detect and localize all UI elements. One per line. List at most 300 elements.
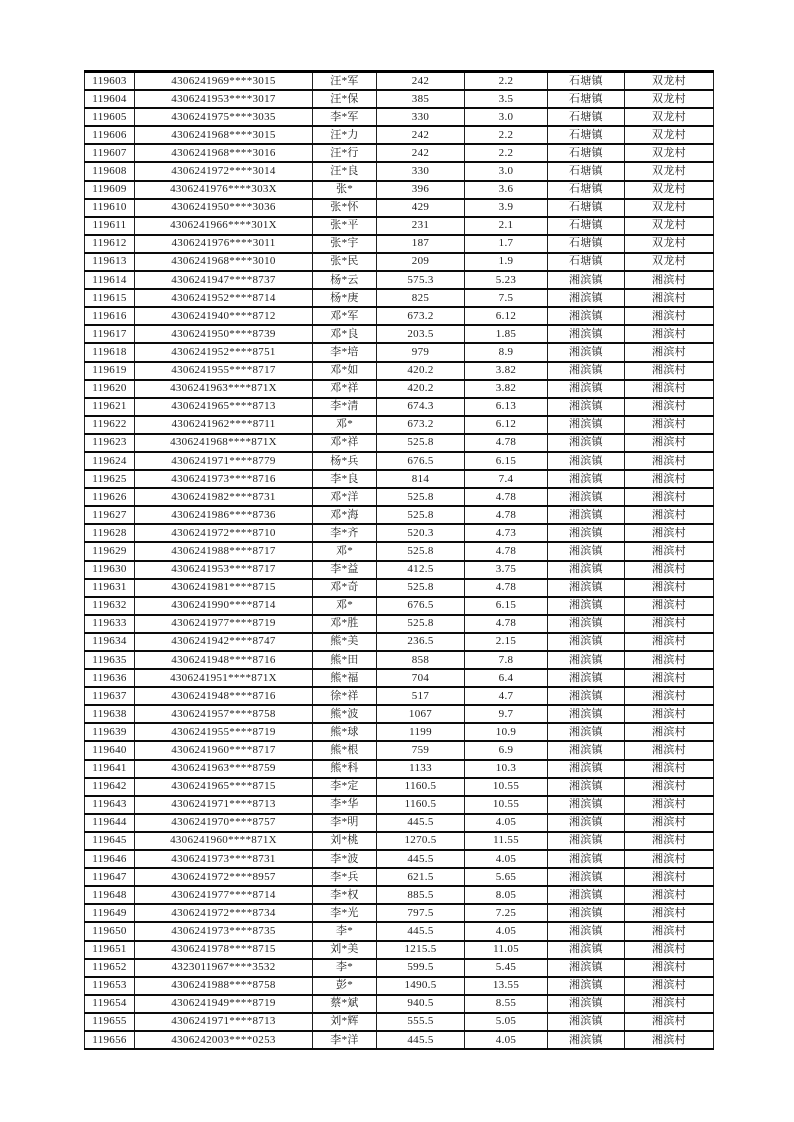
- cell-value1: 1160.5: [377, 778, 465, 796]
- cell-village: 湘滨村: [625, 814, 714, 832]
- cell-id-masked: 4306241960****8717: [135, 741, 313, 759]
- cell-id-masked: 4306241950****8739: [135, 325, 313, 343]
- cell-name: 李*齐: [313, 524, 377, 542]
- cell-serial: 119646: [85, 850, 135, 868]
- cell-name: 熊*福: [313, 669, 377, 687]
- cell-value2: 3.82: [465, 362, 548, 380]
- cell-village: 湘滨村: [625, 959, 714, 977]
- cell-value2: 6.15: [465, 597, 548, 615]
- table-row: [85, 561, 714, 579]
- cell-town: 湘滨镇: [548, 597, 625, 615]
- table-row: [85, 633, 714, 651]
- cell-value1: 673.2: [377, 307, 465, 325]
- cell-value1: 979: [377, 343, 465, 361]
- cell-village: 湘滨村: [625, 651, 714, 669]
- cell-name: 杨*兵: [313, 452, 377, 470]
- cell-id-masked: 4306241966****301X: [135, 217, 313, 235]
- cell-value2: 5.65: [465, 868, 548, 886]
- cell-name: 李*良: [313, 470, 377, 488]
- cell-serial: 119628: [85, 524, 135, 542]
- cell-town: 湘滨镇: [548, 561, 625, 579]
- table-row: [85, 904, 714, 922]
- cell-village: 湘滨村: [625, 1031, 714, 1049]
- cell-town: 湘滨镇: [548, 325, 625, 343]
- table-row: [85, 941, 714, 959]
- data-table: [84, 70, 714, 1050]
- cell-value1: 525.8: [377, 615, 465, 633]
- cell-village: 湘滨村: [625, 977, 714, 995]
- cell-value1: 396: [377, 181, 465, 199]
- cell-town: 湘滨镇: [548, 307, 625, 325]
- cell-value1: 445.5: [377, 1031, 465, 1049]
- cell-id-masked: 4306241971****8713: [135, 796, 313, 814]
- cell-village: 湘滨村: [625, 542, 714, 560]
- table-row: [85, 362, 714, 380]
- cell-village: 湘滨村: [625, 597, 714, 615]
- cell-name: 徐*祥: [313, 687, 377, 705]
- cell-id-masked: 4306241972****8734: [135, 904, 313, 922]
- cell-name: 邓*军: [313, 307, 377, 325]
- cell-id-masked: 4306241977****8714: [135, 886, 313, 904]
- cell-id-masked: 4306241957****8758: [135, 705, 313, 723]
- table-row: [85, 271, 714, 289]
- cell-village: 双龙村: [625, 144, 714, 162]
- table-row: [85, 90, 714, 108]
- cell-town: 湘滨镇: [548, 380, 625, 398]
- cell-name: 邓*良: [313, 325, 377, 343]
- cell-name: 杨*云: [313, 271, 377, 289]
- cell-serial: 119638: [85, 705, 135, 723]
- cell-town: 湘滨镇: [548, 271, 625, 289]
- table-row: [85, 922, 714, 940]
- table-row: [85, 615, 714, 633]
- table-row: [85, 886, 714, 904]
- cell-value2: 7.5: [465, 289, 548, 307]
- cell-value1: 385: [377, 90, 465, 108]
- cell-value1: 420.2: [377, 362, 465, 380]
- cell-village: 湘滨村: [625, 470, 714, 488]
- cell-id-masked: 4306241978****8715: [135, 941, 313, 959]
- cell-town: 湘滨镇: [548, 796, 625, 814]
- cell-town: 石塘镇: [548, 235, 625, 253]
- cell-value2: 4.05: [465, 1031, 548, 1049]
- table-row: [85, 760, 714, 778]
- cell-village: 双龙村: [625, 108, 714, 126]
- cell-serial: 119648: [85, 886, 135, 904]
- table-row: [85, 850, 714, 868]
- cell-name: 汪*良: [313, 162, 377, 180]
- cell-village: 湘滨村: [625, 995, 714, 1013]
- cell-town: 石塘镇: [548, 181, 625, 199]
- table-row: [85, 253, 714, 271]
- cell-value2: 6.9: [465, 741, 548, 759]
- table-row: [85, 434, 714, 452]
- cell-value2: 2.15: [465, 633, 548, 651]
- cell-value2: 2.2: [465, 72, 548, 91]
- table-row: [85, 669, 714, 687]
- cell-village: 湘滨村: [625, 506, 714, 524]
- cell-value2: 8.05: [465, 886, 548, 904]
- cell-name: 杨*庚: [313, 289, 377, 307]
- cell-value2: 6.13: [465, 398, 548, 416]
- table-row: [85, 126, 714, 144]
- cell-serial: 119647: [85, 868, 135, 886]
- cell-value2: 5.05: [465, 1013, 548, 1031]
- table-row: [85, 832, 714, 850]
- cell-village: 湘滨村: [625, 850, 714, 868]
- cell-town: 湘滨镇: [548, 488, 625, 506]
- cell-id-masked: 4306241968****871X: [135, 434, 313, 452]
- table-row: [85, 814, 714, 832]
- cell-value1: 1490.5: [377, 977, 465, 995]
- cell-value2: 6.12: [465, 307, 548, 325]
- cell-serial: 119612: [85, 235, 135, 253]
- cell-id-masked: 4306241981****8715: [135, 579, 313, 597]
- cell-value1: 704: [377, 669, 465, 687]
- cell-village: 湘滨村: [625, 904, 714, 922]
- cell-value2: 4.78: [465, 506, 548, 524]
- cell-value1: 825: [377, 289, 465, 307]
- cell-serial: 119642: [85, 778, 135, 796]
- cell-village: 湘滨村: [625, 687, 714, 705]
- cell-town: 湘滨镇: [548, 959, 625, 977]
- cell-name: 邓*: [313, 416, 377, 434]
- cell-serial: 119654: [85, 995, 135, 1013]
- cell-village: 双龙村: [625, 253, 714, 271]
- cell-town: 湘滨镇: [548, 506, 625, 524]
- cell-serial: 119634: [85, 633, 135, 651]
- cell-serial: 119653: [85, 977, 135, 995]
- cell-village: 湘滨村: [625, 452, 714, 470]
- cell-village: 双龙村: [625, 199, 714, 217]
- cell-name: 刘*桃: [313, 832, 377, 850]
- table-row: [85, 488, 714, 506]
- cell-town: 湘滨镇: [548, 687, 625, 705]
- cell-value2: 10.55: [465, 778, 548, 796]
- cell-serial: 119622: [85, 416, 135, 434]
- cell-serial: 119631: [85, 579, 135, 597]
- cell-village: 湘滨村: [625, 778, 714, 796]
- cell-name: 邓*洋: [313, 488, 377, 506]
- cell-id-masked: 4306241940****8712: [135, 307, 313, 325]
- cell-value2: 3.6: [465, 181, 548, 199]
- cell-village: 湘滨村: [625, 922, 714, 940]
- table-row: [85, 959, 714, 977]
- cell-value2: 3.75: [465, 561, 548, 579]
- cell-village: 湘滨村: [625, 362, 714, 380]
- cell-id-masked: 4306241952****8714: [135, 289, 313, 307]
- cell-id-masked: 4306241950****3036: [135, 199, 313, 217]
- cell-id-masked: 4306241969****3015: [135, 72, 313, 91]
- cell-serial: 119604: [85, 90, 135, 108]
- cell-serial: 119649: [85, 904, 135, 922]
- cell-id-masked: 4306241973****8716: [135, 470, 313, 488]
- cell-serial: 119614: [85, 271, 135, 289]
- cell-name: 李*益: [313, 561, 377, 579]
- cell-value2: 1.85: [465, 325, 548, 343]
- cell-id-masked: 4306241942****8747: [135, 633, 313, 651]
- table-row: [85, 380, 714, 398]
- cell-serial: 119621: [85, 398, 135, 416]
- cell-name: 邓*如: [313, 362, 377, 380]
- cell-value2: 5.45: [465, 959, 548, 977]
- cell-value1: 759: [377, 741, 465, 759]
- cell-village: 湘滨村: [625, 886, 714, 904]
- table-row: [85, 144, 714, 162]
- cell-serial: 119637: [85, 687, 135, 705]
- cell-village: 湘滨村: [625, 398, 714, 416]
- cell-name: 张*: [313, 181, 377, 199]
- table-row: [85, 741, 714, 759]
- cell-village: 双龙村: [625, 72, 714, 91]
- cell-value1: 1067: [377, 705, 465, 723]
- cell-name: 汪*力: [313, 126, 377, 144]
- cell-serial: 119608: [85, 162, 135, 180]
- cell-value1: 676.5: [377, 597, 465, 615]
- cell-id-masked: 4306241977****8719: [135, 615, 313, 633]
- cell-value1: 940.5: [377, 995, 465, 1013]
- cell-value1: 242: [377, 126, 465, 144]
- cell-value2: 11.55: [465, 832, 548, 850]
- cell-village: 湘滨村: [625, 1013, 714, 1031]
- cell-value1: 814: [377, 470, 465, 488]
- cell-value2: 3.5: [465, 90, 548, 108]
- cell-id-masked: 4306241963****871X: [135, 380, 313, 398]
- cell-village: 湘滨村: [625, 343, 714, 361]
- cell-serial: 119610: [85, 199, 135, 217]
- cell-town: 湘滨镇: [548, 362, 625, 380]
- cell-town: 湘滨镇: [548, 398, 625, 416]
- cell-value2: 3.0: [465, 162, 548, 180]
- cell-name: 邓*: [313, 597, 377, 615]
- table-row: [85, 181, 714, 199]
- cell-village: 湘滨村: [625, 289, 714, 307]
- cell-value2: 7.4: [465, 470, 548, 488]
- cell-town: 湘滨镇: [548, 470, 625, 488]
- cell-value1: 1133: [377, 760, 465, 778]
- table-row: [85, 289, 714, 307]
- cell-name: 邓*海: [313, 506, 377, 524]
- cell-value1: 231: [377, 217, 465, 235]
- cell-serial: 119624: [85, 452, 135, 470]
- cell-value1: 429: [377, 199, 465, 217]
- cell-village: 双龙村: [625, 181, 714, 199]
- table-row: [85, 108, 714, 126]
- cell-serial: 119626: [85, 488, 135, 506]
- cell-name: 熊*根: [313, 741, 377, 759]
- cell-value1: 674.3: [377, 398, 465, 416]
- cell-town: 石塘镇: [548, 217, 625, 235]
- cell-value1: 525.8: [377, 542, 465, 560]
- cell-name: 刘*美: [313, 941, 377, 959]
- cell-town: 湘滨镇: [548, 1031, 625, 1049]
- cell-village: 湘滨村: [625, 416, 714, 434]
- cell-name: 邓*: [313, 542, 377, 560]
- cell-serial: 119632: [85, 597, 135, 615]
- cell-serial: 119618: [85, 343, 135, 361]
- cell-serial: 119620: [85, 380, 135, 398]
- cell-town: 湘滨镇: [548, 289, 625, 307]
- cell-town: 湘滨镇: [548, 922, 625, 940]
- table-row: [85, 723, 714, 741]
- cell-id-masked: 4306241970****8757: [135, 814, 313, 832]
- table-row: [85, 199, 714, 217]
- cell-town: 湘滨镇: [548, 723, 625, 741]
- cell-town: 湘滨镇: [548, 705, 625, 723]
- table-row: [85, 524, 714, 542]
- cell-serial: 119607: [85, 144, 135, 162]
- table-row: [85, 705, 714, 723]
- table-row: [85, 72, 714, 91]
- cell-serial: 119651: [85, 941, 135, 959]
- cell-value1: 242: [377, 72, 465, 91]
- table-row: [85, 597, 714, 615]
- table-row: [85, 995, 714, 1013]
- cell-town: 石塘镇: [548, 72, 625, 91]
- cell-name: 彭*: [313, 977, 377, 995]
- cell-name: 李*清: [313, 398, 377, 416]
- cell-serial: 119619: [85, 362, 135, 380]
- cell-id-masked: 4306241988****8758: [135, 977, 313, 995]
- cell-value2: 2.1: [465, 217, 548, 235]
- cell-id-masked: 4306241953****8717: [135, 561, 313, 579]
- cell-name: 张*宇: [313, 235, 377, 253]
- cell-village: 双龙村: [625, 235, 714, 253]
- cell-serial: 119611: [85, 217, 135, 235]
- cell-value2: 4.7: [465, 687, 548, 705]
- cell-serial: 119652: [85, 959, 135, 977]
- cell-value1: 209: [377, 253, 465, 271]
- cell-value1: 236.5: [377, 633, 465, 651]
- cell-serial: 119627: [85, 506, 135, 524]
- cell-value1: 330: [377, 162, 465, 180]
- table-row: [85, 235, 714, 253]
- table-row: [85, 651, 714, 669]
- cell-value1: 412.5: [377, 561, 465, 579]
- cell-town: 湘滨镇: [548, 633, 625, 651]
- cell-name: 张*民: [313, 253, 377, 271]
- cell-village: 湘滨村: [625, 796, 714, 814]
- cell-value1: 599.5: [377, 959, 465, 977]
- cell-town: 湘滨镇: [548, 941, 625, 959]
- cell-town: 湘滨镇: [548, 434, 625, 452]
- table-row: [85, 687, 714, 705]
- cell-serial: 119633: [85, 615, 135, 633]
- cell-id-masked: 4306241953****3017: [135, 90, 313, 108]
- cell-town: 湘滨镇: [548, 651, 625, 669]
- cell-value1: 525.8: [377, 506, 465, 524]
- cell-value1: 242: [377, 144, 465, 162]
- cell-value2: 4.73: [465, 524, 548, 542]
- cell-value1: 520.3: [377, 524, 465, 542]
- cell-name: 邓*奇: [313, 579, 377, 597]
- cell-village: 湘滨村: [625, 325, 714, 343]
- cell-name: 张*平: [313, 217, 377, 235]
- cell-id-masked: 4306241952****8751: [135, 343, 313, 361]
- cell-village: 湘滨村: [625, 832, 714, 850]
- cell-serial: 119655: [85, 1013, 135, 1031]
- cell-village: 湘滨村: [625, 307, 714, 325]
- cell-value2: 6.12: [465, 416, 548, 434]
- cell-serial: 119617: [85, 325, 135, 343]
- table-row: [85, 307, 714, 325]
- cell-id-masked: 4306241963****8759: [135, 760, 313, 778]
- cell-village: 湘滨村: [625, 524, 714, 542]
- cell-value2: 4.78: [465, 542, 548, 560]
- table-row: [85, 470, 714, 488]
- cell-value1: 621.5: [377, 868, 465, 886]
- cell-id-masked: 4306241971****8779: [135, 452, 313, 470]
- cell-name: 汪*行: [313, 144, 377, 162]
- cell-town: 石塘镇: [548, 90, 625, 108]
- cell-value2: 6.4: [465, 669, 548, 687]
- cell-value2: 3.0: [465, 108, 548, 126]
- cell-serial: 119616: [85, 307, 135, 325]
- cell-id-masked: 4306241976****303X: [135, 181, 313, 199]
- cell-name: 邓*祥: [313, 380, 377, 398]
- cell-village: 湘滨村: [625, 741, 714, 759]
- cell-value2: 1.9: [465, 253, 548, 271]
- cell-value2: 7.8: [465, 651, 548, 669]
- cell-value1: 330: [377, 108, 465, 126]
- cell-serial: 119629: [85, 542, 135, 560]
- cell-town: 湘滨镇: [548, 579, 625, 597]
- cell-village: 湘滨村: [625, 271, 714, 289]
- table-row: [85, 325, 714, 343]
- cell-serial: 119630: [85, 561, 135, 579]
- cell-town: 湘滨镇: [548, 995, 625, 1013]
- cell-value2: 10.9: [465, 723, 548, 741]
- cell-name: 李*: [313, 959, 377, 977]
- cell-name: 李*: [313, 922, 377, 940]
- cell-town: 湘滨镇: [548, 814, 625, 832]
- cell-id-masked: 4306241973****8735: [135, 922, 313, 940]
- cell-id-masked: 4306241973****8731: [135, 850, 313, 868]
- cell-value2: 3.9: [465, 199, 548, 217]
- cell-town: 湘滨镇: [548, 524, 625, 542]
- cell-name: 张*怀: [313, 199, 377, 217]
- cell-village: 湘滨村: [625, 705, 714, 723]
- cell-value1: 525.8: [377, 434, 465, 452]
- cell-value1: 858: [377, 651, 465, 669]
- cell-village: 湘滨村: [625, 868, 714, 886]
- cell-value2: 9.7: [465, 705, 548, 723]
- cell-village: 湘滨村: [625, 633, 714, 651]
- cell-id-masked: 4306241972****8957: [135, 868, 313, 886]
- cell-id-masked: 4306241947****8737: [135, 271, 313, 289]
- cell-value2: 4.78: [465, 579, 548, 597]
- table-row: [85, 398, 714, 416]
- cell-value1: 445.5: [377, 814, 465, 832]
- cell-town: 湘滨镇: [548, 760, 625, 778]
- cell-id-masked: 4306241951****871X: [135, 669, 313, 687]
- cell-value1: 525.8: [377, 488, 465, 506]
- cell-serial: 119613: [85, 253, 135, 271]
- cell-town: 石塘镇: [548, 253, 625, 271]
- cell-town: 湘滨镇: [548, 542, 625, 560]
- cell-value2: 8.9: [465, 343, 548, 361]
- cell-town: 湘滨镇: [548, 977, 625, 995]
- cell-value1: 797.5: [377, 904, 465, 922]
- cell-name: 李*光: [313, 904, 377, 922]
- cell-value1: 445.5: [377, 922, 465, 940]
- cell-id-masked: 4306241948****8716: [135, 651, 313, 669]
- cell-value1: 445.5: [377, 850, 465, 868]
- cell-village: 湘滨村: [625, 380, 714, 398]
- cell-value2: 7.25: [465, 904, 548, 922]
- table-row: [85, 868, 714, 886]
- cell-name: 李*兵: [313, 868, 377, 886]
